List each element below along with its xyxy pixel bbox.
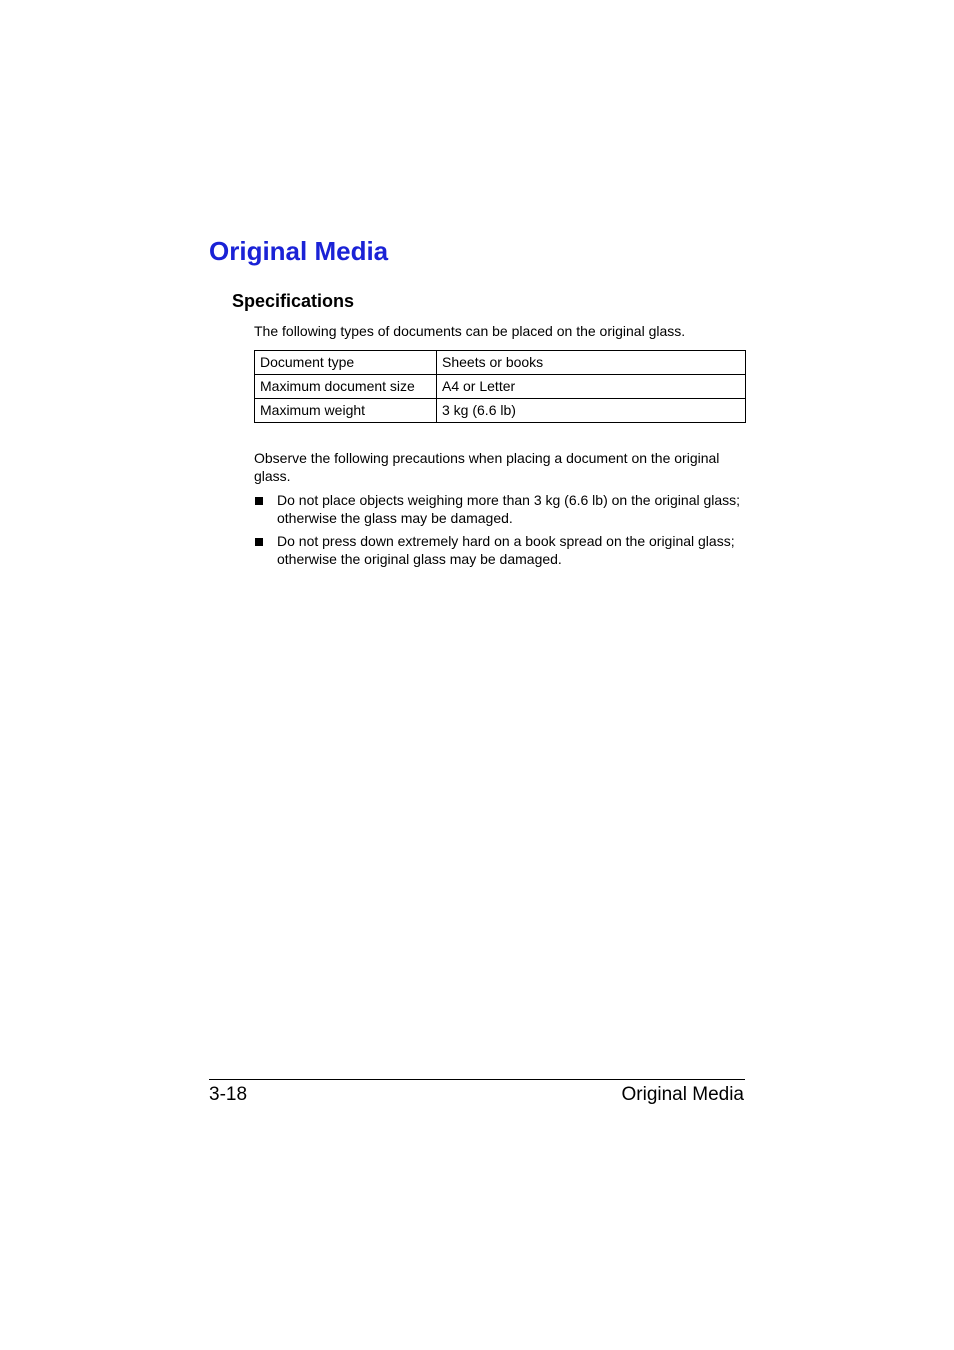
- section-intro: The following types of documents can be placed on the original glass.: [254, 323, 686, 339]
- footer-page-number: 3-18: [209, 1084, 248, 1105]
- table-cell-label: Document type: [255, 351, 437, 375]
- table-cell-value: 3 kg (6.6 lb): [437, 399, 746, 423]
- table-cell-value: Sheets or books: [437, 351, 746, 375]
- footer-chapter-title: Original Media: [621, 1084, 744, 1105]
- list-item: [254, 492, 746, 527]
- table-row: [255, 399, 746, 423]
- list-item-text: Do not press down extremely hard on a book spread on the original glass; otherwise the original glass may be damaged.: [277, 533, 735, 567]
- table-cell-label: Maximum document size: [255, 375, 437, 399]
- list-item: [254, 533, 746, 568]
- table-cell-value: A4 or Letter: [437, 375, 746, 399]
- table-row: [255, 351, 746, 375]
- table-row: [255, 375, 746, 399]
- footer-divider: [209, 1079, 745, 1080]
- table-cell-label: Maximum weight: [255, 399, 437, 423]
- square-bullet-icon: [255, 497, 263, 505]
- section-heading: Specifications: [232, 291, 355, 311]
- precautions-intro: Observe the following precautions when placing a document on the original glass.: [254, 450, 720, 484]
- spec-table: [254, 350, 746, 423]
- square-bullet-icon: [255, 538, 263, 546]
- list-item-text: Do not place objects weighing more than 3 kg (6.6 lb) on the original glass; otherwise the glass may be damaged.: [277, 492, 741, 526]
- page-title: Original Media: [209, 236, 389, 266]
- precautions-list: [254, 492, 746, 574]
